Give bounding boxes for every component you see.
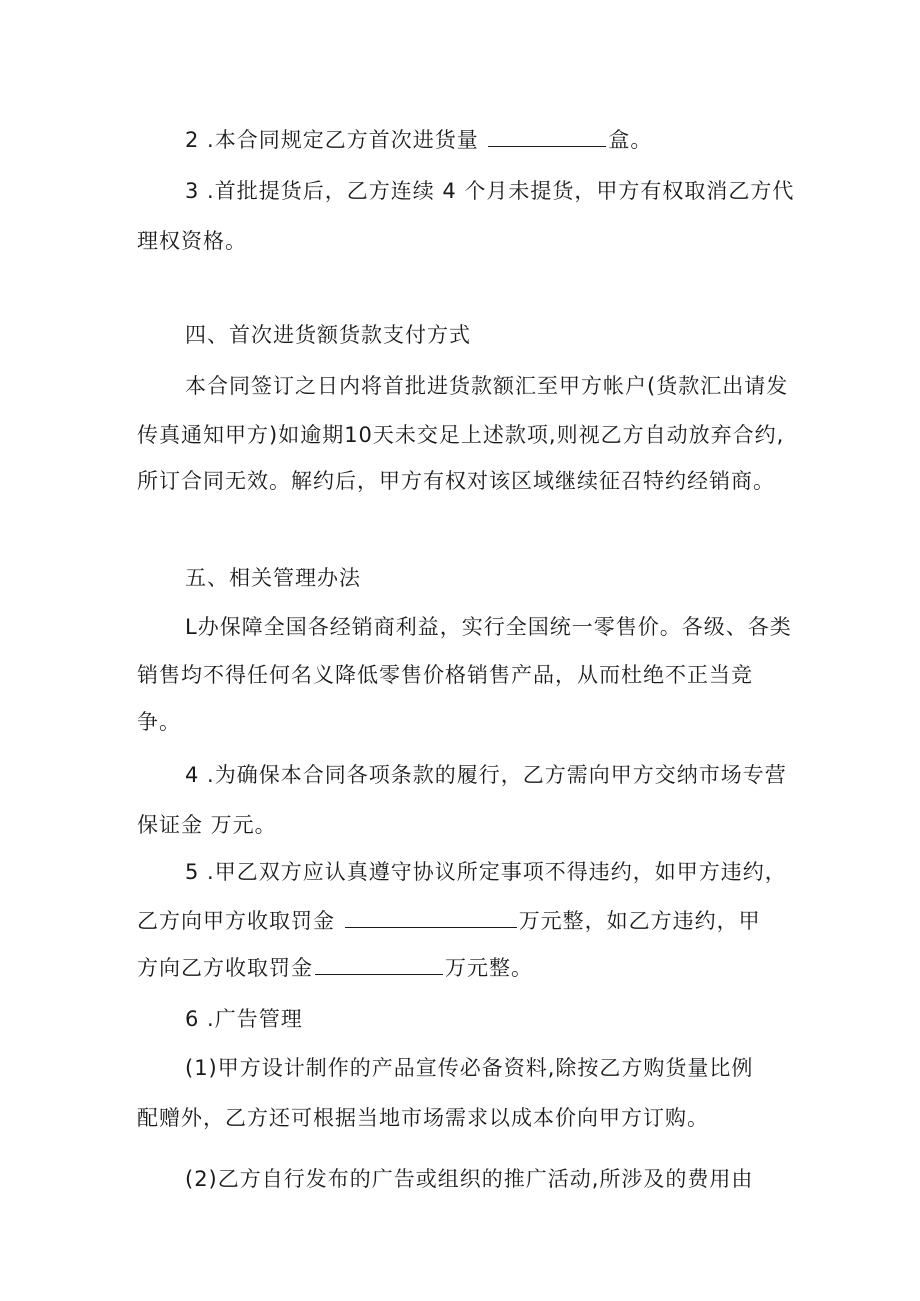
clause-5-line3 <box>137 953 533 983</box>
clause-l-line3: 争。 <box>137 710 181 734</box>
section-4-line2: 传真通知甲方)如逾期10天未交足上述款项,则视乙方自动放弃合约, <box>137 423 785 447</box>
clause-6-1-line2: 配赠外，乙方还可根据当地市场需求以成本价向甲方订购。 <box>137 1106 709 1130</box>
clause-5-line2 <box>137 906 761 936</box>
clause-5-line2-text: 乙方向甲方收取罚金 <box>137 909 335 933</box>
clause-l-line1: L办保障全国各经销商利益，实行全国统一零售价。各级、各类 <box>185 615 792 639</box>
section-5-heading: 五、相关管理办法 <box>185 566 361 590</box>
section-4-line3: 所订合同无效。解约后，甲方有权对该区域继续征召特约经销商。 <box>137 469 775 493</box>
clause-4-line2: 保证金 万元。 <box>137 813 277 837</box>
clause-4-line1: 4 .为确保本合同各项条款的履行，乙方需向甲方交纳市场专营 <box>185 763 787 787</box>
clause-5-line2-tail: 万元整，如乙方违约，甲 <box>518 909 761 933</box>
clause-2 <box>185 125 652 155</box>
clause-5-line3-text: 方向乙方收取罚金 <box>137 956 313 980</box>
clause-5-line3-tail: 万元整。 <box>445 956 533 980</box>
clause-2-unit: 盒。 <box>608 128 653 152</box>
clause-l-line2: 销售均不得任何名义降低零售价格销售产品，从而杜绝不正当竞 <box>137 663 753 687</box>
section-4-line1: 本合同签订之日内将首批进货款额汇至甲方帐户(货款汇出请发 <box>185 374 789 398</box>
clause-6-2-line1: (2)乙方自行发布的广告或组织的推广活动,所涉及的费用由 <box>185 1167 754 1191</box>
clause-3-line2: 理权资格。 <box>137 229 247 253</box>
section-4-heading: 四、首次进货额货款支付方式 <box>185 323 471 347</box>
clause-6-1-line1: (1)甲方设计制作的产品宣传必备资料,除按乙方购货量比例 <box>185 1056 754 1080</box>
clause-3-line1: 3 .首批提货后，乙方连续 4 个月未提货，甲方有权取消乙方代 <box>185 179 795 203</box>
penalty-b-blank <box>315 954 443 975</box>
clause-6-heading: 6 .广告管理 <box>185 1007 303 1031</box>
clause-2-text: 2 .本合同规定乙方首次进货量 <box>185 128 479 152</box>
quantity-blank <box>488 126 606 147</box>
penalty-a-blank <box>345 907 517 928</box>
clause-5-line1: 5 .甲乙双方应认真遵守协议所定事项不得违约，如甲方违约， <box>185 860 787 884</box>
